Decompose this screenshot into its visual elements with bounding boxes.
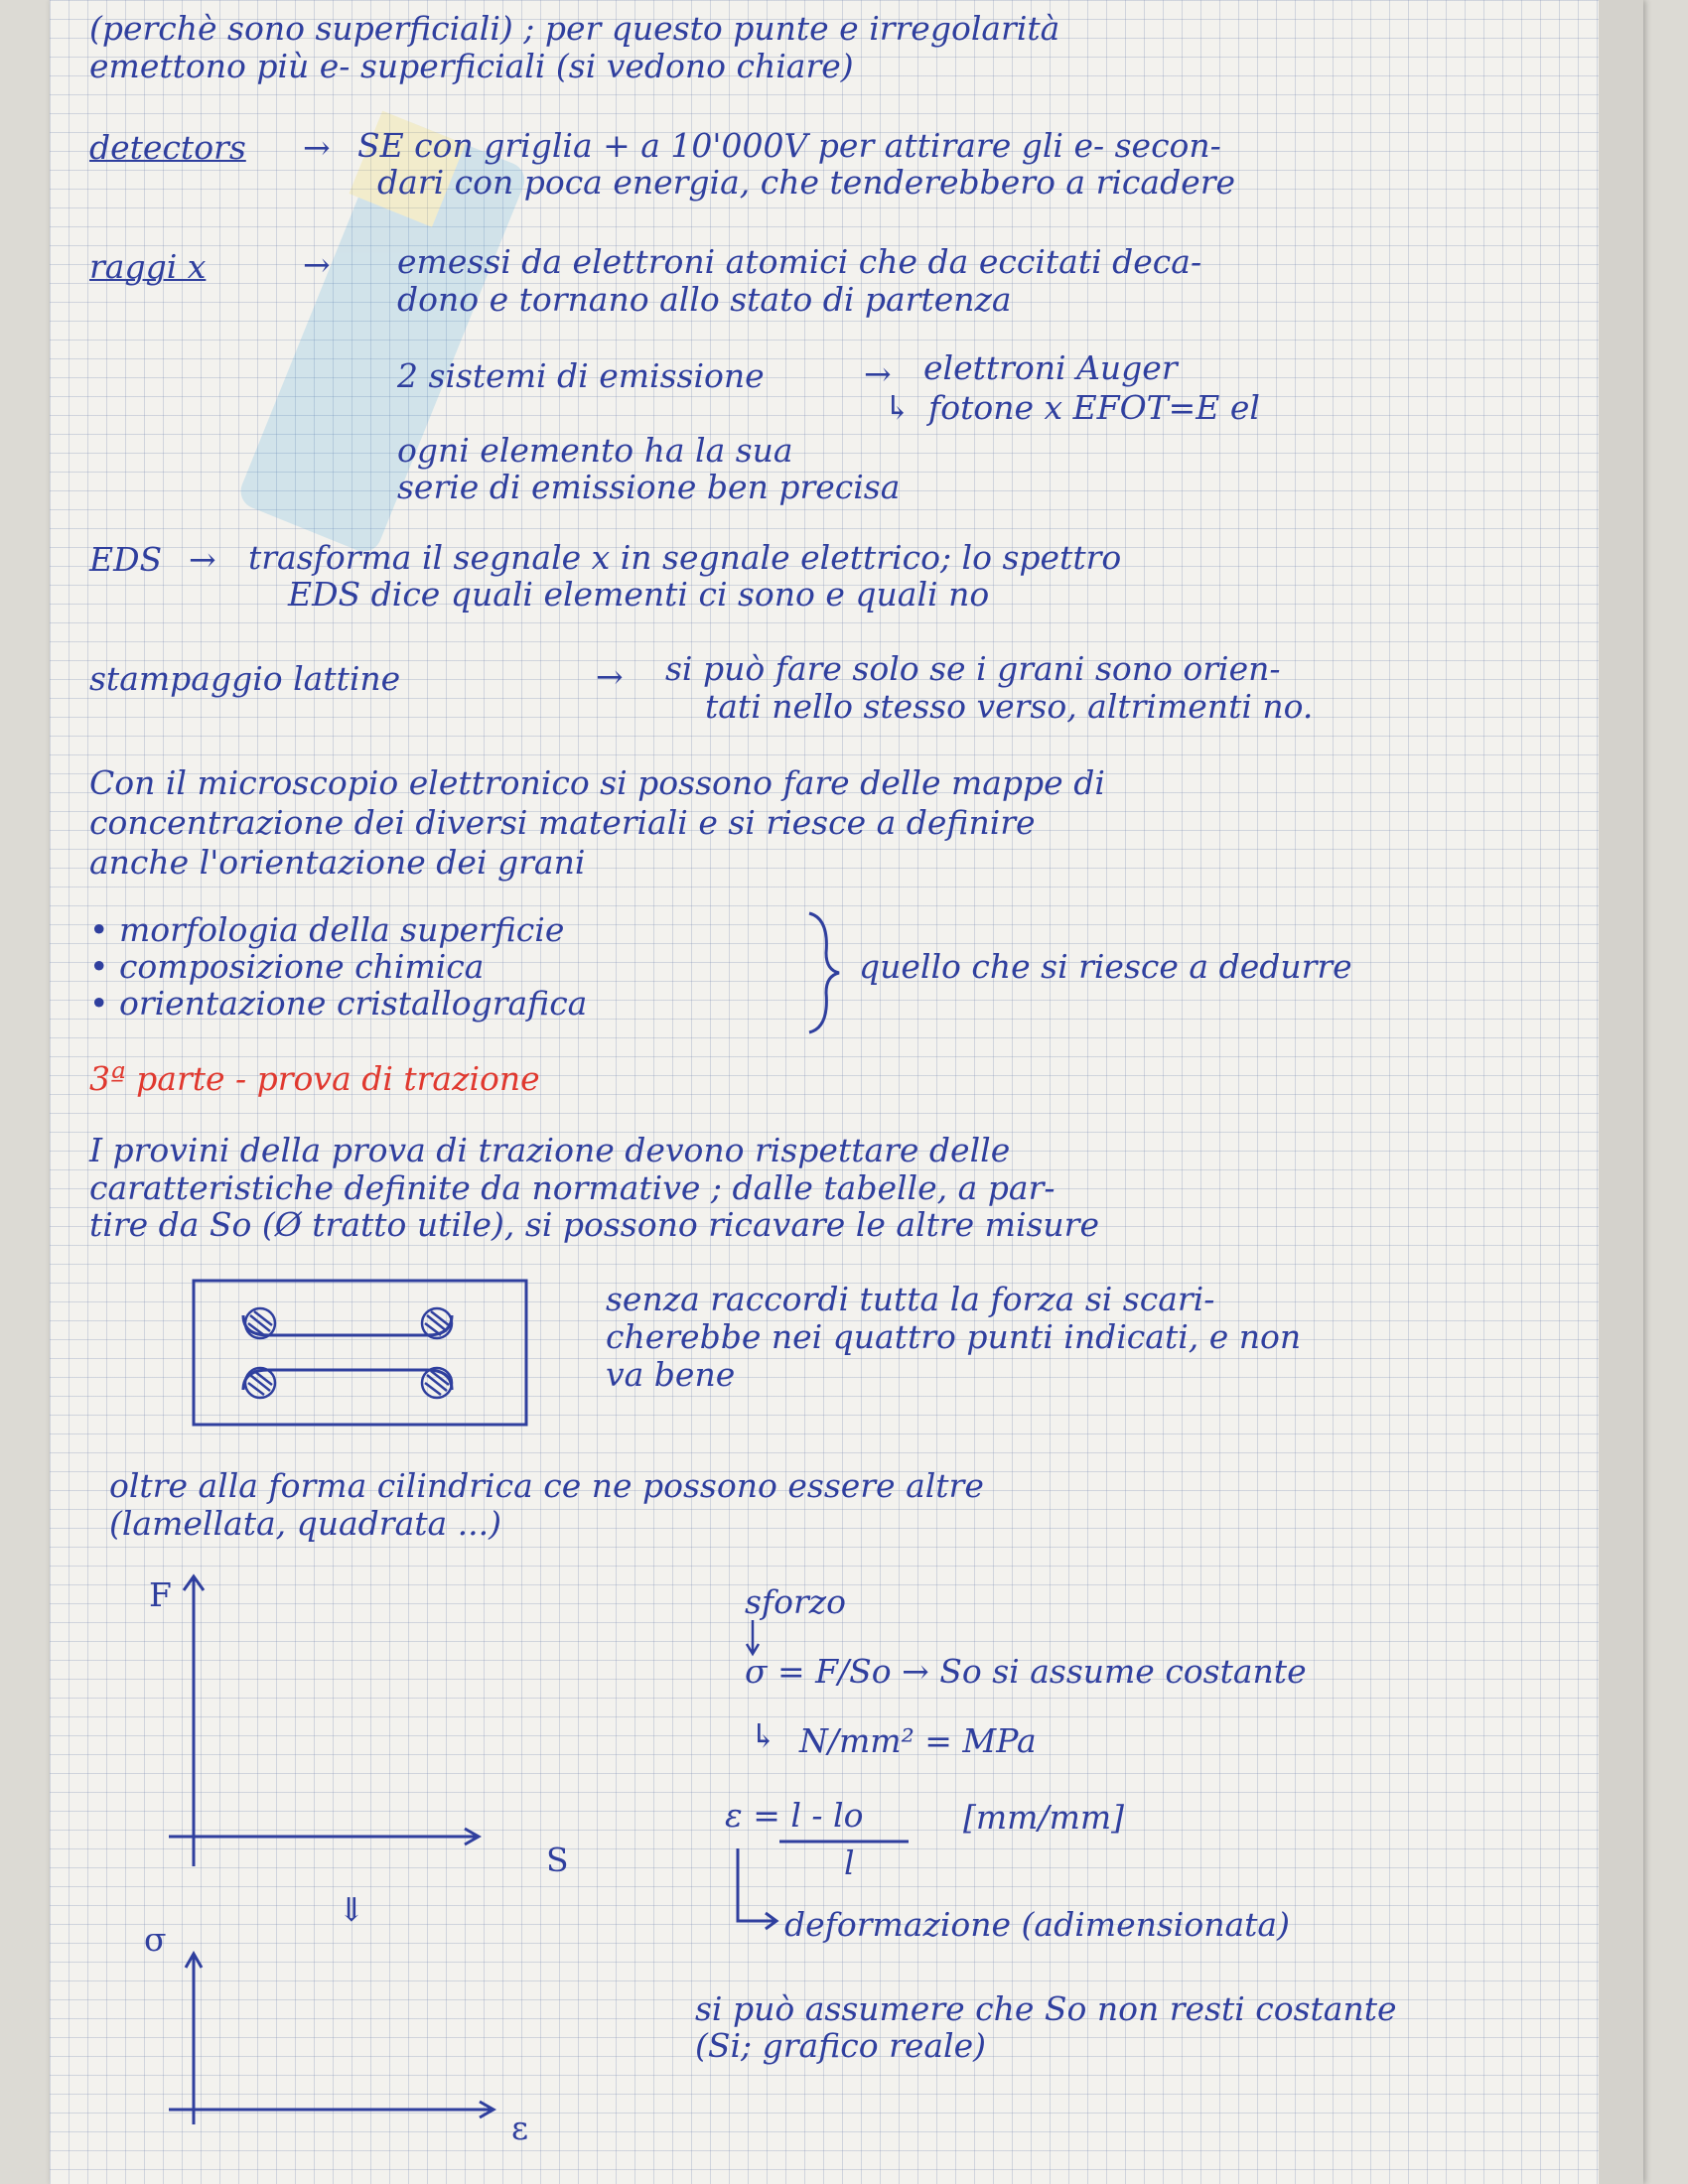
text-line: deformazione (adimensionata) (784, 1905, 1290, 1944)
section-heading: 3ª parte - prova di trazione (89, 1059, 540, 1098)
bullet-item: • composizione chimica (89, 947, 485, 986)
formula-epsilon-denominator: l (844, 1843, 855, 1882)
page-edge (1599, 0, 1643, 2184)
formula-epsilon-numerator: ε = l - lo (725, 1796, 864, 1835)
arrow-icon: → (303, 128, 331, 167)
formula-unit: N/mm² = MPa (799, 1721, 1037, 1760)
text-line: sforzo (745, 1582, 847, 1621)
specimen-sketch (189, 1276, 536, 1434)
text-line: ogni elemento ha la sua (397, 431, 793, 470)
text-line: fotone x EFOT=E el (928, 388, 1260, 427)
text-line: elettroni Auger (923, 348, 1178, 387)
axis-label-sigma: σ (144, 1920, 167, 1959)
text-line: dono e tornano allo stato di partenza (397, 280, 1012, 319)
notebook-page (50, 0, 1643, 2184)
text-line: (Si; grafico reale) (695, 2026, 987, 2065)
text-line: (lamellata, quadrata ...) (109, 1504, 502, 1543)
formula-epsilon-unit: [mm/mm] (963, 1798, 1125, 1837)
arrow-icon: → (596, 657, 624, 696)
text-line: tati nello stesso verso, altrimenti no. (705, 687, 1314, 726)
text-line: I provini della prova di trazione devono rispettare delle (89, 1131, 1011, 1169)
bullet-item: • orientazione cristallografica (89, 984, 588, 1023)
text-line: emettono più e- superficiali (si vedono chiare) (89, 47, 854, 85)
text-line: senza raccordi tutta la forza si scari- (606, 1280, 1215, 1318)
arrow-icon: → (189, 540, 216, 579)
label-eds: EDS (89, 540, 163, 579)
text-line: quello che si riesce a dedurre (859, 947, 1352, 986)
text-line: caratteristiche definite da normative ; dalle tabelle, a par- (89, 1168, 1055, 1207)
arrow-icon: → (864, 354, 892, 393)
text-line: EDS dice quali elementi ci sono e quali no (288, 575, 990, 614)
bullet-item: • morfologia della superficie (89, 910, 565, 949)
text-line: tire da So (Ø tratto utile), si possono ricavare le altre misure (89, 1205, 1099, 1244)
axis-label-epsilon: ε (511, 2109, 529, 2147)
text-line: va bene (606, 1355, 736, 1394)
corner-arrow-icon (730, 1846, 789, 1936)
down-arrow-icon: ⇓ (338, 1890, 365, 1929)
text-line: Con il microscopio elettronico si possono fare delle mappe di (89, 763, 1105, 802)
text-line: cherebbe nei quattro punti indicati, e non (606, 1317, 1302, 1356)
curly-brace-icon (804, 908, 844, 1037)
formula-sigma: σ = F/So → So si assume costante (745, 1652, 1307, 1691)
text-line: trasforma il segnale x in segnale elettrico; lo spettro (248, 538, 1122, 577)
axis-label-s: S (546, 1841, 569, 1879)
label-raggi-x: raggi x (89, 247, 207, 286)
text-line: serie di emissione ben precisa (397, 468, 901, 506)
axes-sigma-eps (149, 1946, 526, 2144)
label-stampaggio: stampaggio lattine (89, 659, 401, 698)
text-line: 2 sistemi di emissione (397, 356, 765, 395)
text-line: SE con griglia + a 10'000V per attirare gli e- secon- (357, 126, 1221, 165)
text-line: si può assumere che So non resti costante (695, 1989, 1397, 2028)
text-line: si può fare solo se i grani sono orien- (665, 649, 1281, 688)
label-detectors: detectors (89, 128, 246, 167)
text-line: dari con poca energia, che tenderebbero a ricadere (377, 163, 1236, 202)
text-line: anche l'orientazione dei grani (89, 843, 586, 882)
axis-label-f: F (149, 1575, 172, 1614)
text-line: (perchè sono superficiali) ; per questo punte e irregolarità (89, 9, 1060, 48)
axes-f-s (149, 1569, 506, 1886)
text-line: concentrazione dei diversi materiali e si riesce a definire (89, 803, 1036, 842)
arrow-icon: → (303, 245, 331, 284)
corner-arrow-icon: ↳ (750, 1716, 777, 1755)
corner-arrow-icon: ↳ (884, 388, 912, 427)
text-line: oltre alla forma cilindrica ce ne possono essere altre (109, 1466, 984, 1505)
text-line: emessi da elettroni atomici che da eccitati deca- (397, 242, 1202, 281)
